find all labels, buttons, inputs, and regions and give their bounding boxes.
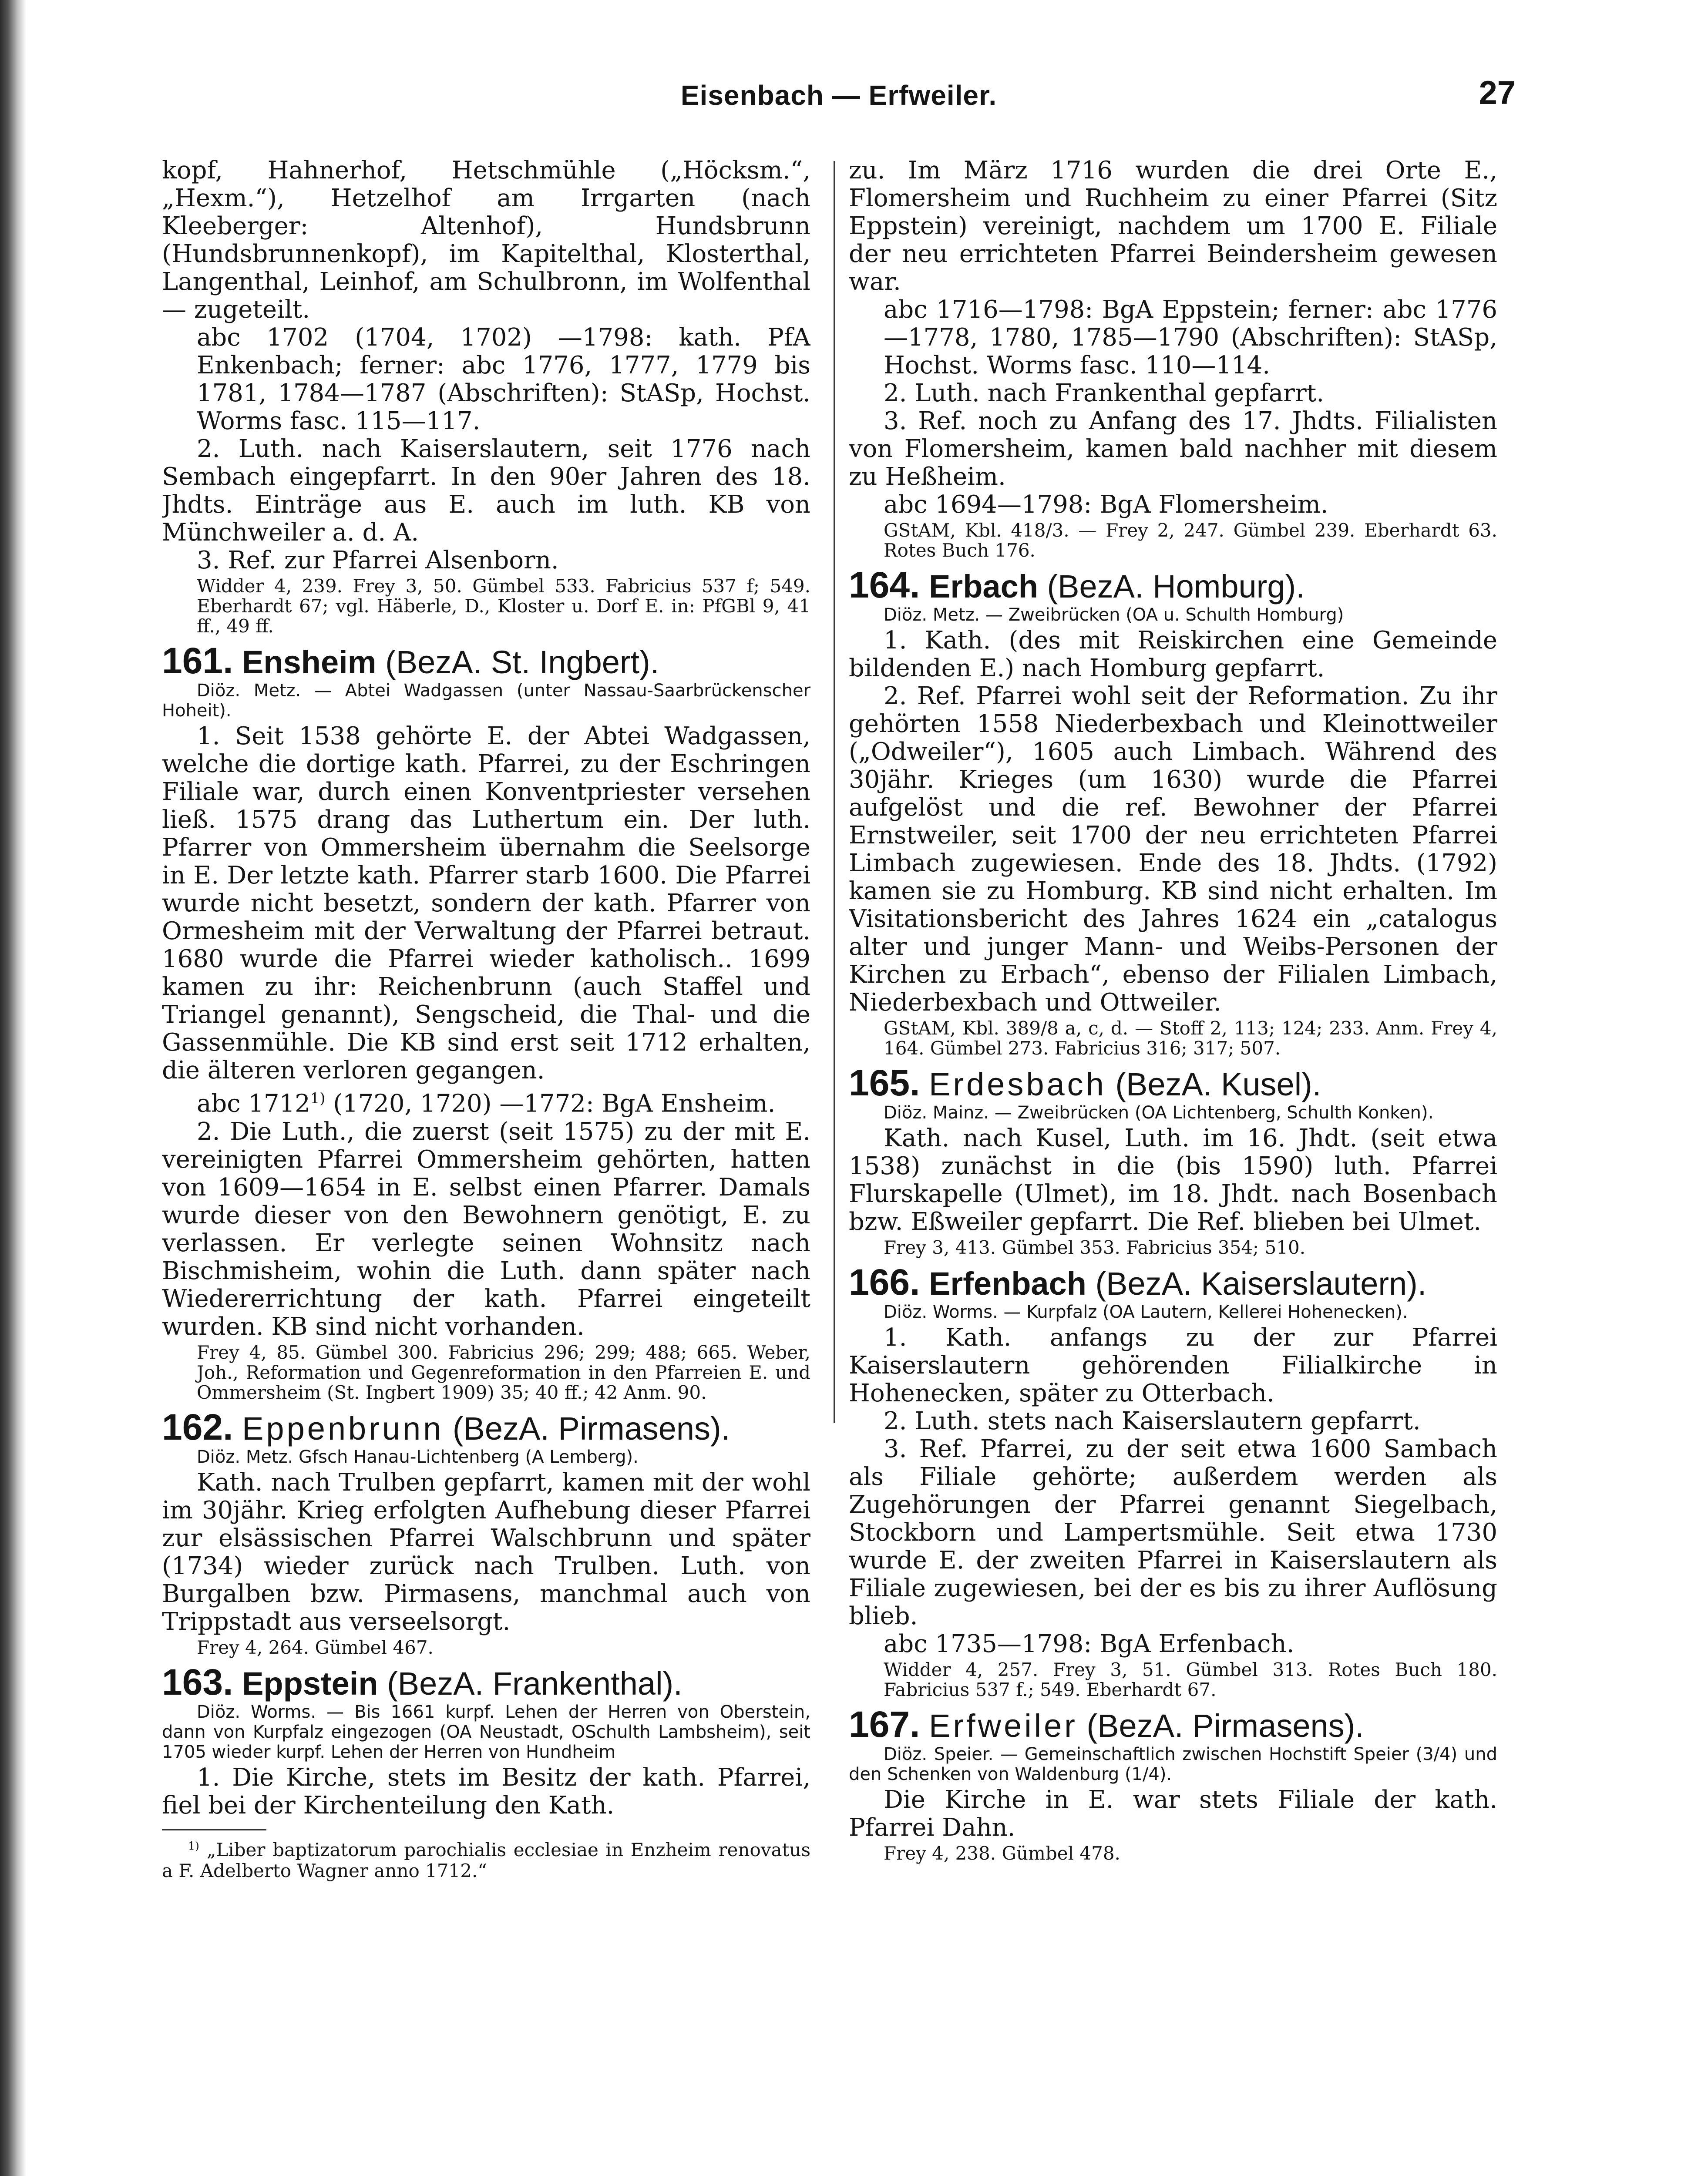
continued-paragraph: kopf, Hahnerhof, Hetschmühle („Höcksm.“, „Hexm.“), Hetzelhof am Irrgarten (nach Kleeberger: Altenhof), Hundsbrunn (Hundsbrunnenkopf), im Kapitelthal, Klosterthal, Langenthal, Leinhof, am Schulbronn, im Wolfenthal — zugeteilt. [162,157,810,324]
paragraph: 1. Kath. (des mit Reiskirchen eine Gemeinde bildenden E.) nach Homburg gepfarrt. [849,626,1497,682]
entry-district: (BezA. Homburg). [1047,568,1305,604]
entry-165 [849,1064,1497,1258]
page-header [162,74,1516,126]
abc-text: abc 1712 [197,1089,310,1118]
abc-record: abc 1716—1798: BgA Eppstein; ferner: abc 1776—1778, 1780, 1785—1790 (Abschriften): StASp, Hochst. Worms fasc. 110—114. [884,296,1497,379]
paragraph: Kath. nach Kusel, Luth. im 16. Jhdt. (seit etwa 1538) zunächst in die (bis 1590) luth. Pfarrei Flurskapelle (Ulmet), im 18. Jhdt. nach Bosenbach bzw. Eßweiler gepfarrt. Die Ref. blieben bei Ulmet. [849,1124,1497,1236]
running-head: Eisenbach — Erfweiler. [680,80,997,111]
abc-record: abc 1694—1798: BgA Flomersheim. [884,490,1328,519]
footnote-marker: 1) [310,1090,326,1107]
references: GStAM, Kbl. 389/8 a, c, d. — Stoff 2, 113; 124; 233. Anm. Frey 4, 164. Gümbel 273. Fabricius 316; 317; 507. [884,1017,1497,1059]
references: Widder 4, 257. Frey 3, 51. Gümbel 313. Rotes Buch 180. Fabricius 537 f.; 549. Eberhardt 67. [884,1659,1497,1700]
references: Frey 4, 238. Gümbel 478. [884,1843,1120,1864]
entry-name: Erbach [929,568,1038,604]
paragraph: Die Kirche in E. war stets Filiale der kath. Pfarrei Dahn. [849,1786,1497,1842]
entry-number: 165. [849,1062,920,1103]
footnote [162,1836,810,1881]
entry-heading [162,1406,810,1447]
abc-record [162,1085,810,1118]
entry-163 [162,1661,810,1820]
column-divider [834,161,835,1423]
entry-number: 166. [849,1262,920,1303]
paragraph: 3. Ref. Pfarrei, zu der seit etwa 1600 Sambach als Filiale gehörte; außerdem werden als Zugehörungen der Pfarrei genannt Siegelbach, Stockborn und Lampertsmühle. Seit etwa 1730 wurde E. der zweiten Pfarrei in Kaiserslautern als Filiale zugewiesen, bei der es bis zu ihrer Auflösung blieb. [849,1435,1497,1630]
footnote-text: „Liber baptizatorum parochialis ecclesiae in Enzheim renovatus a F. Adelberto Wagner anno 1712.“ [162,1839,810,1881]
entry-heading [162,642,810,681]
page-number: 27 [1479,74,1516,111]
abc-record: abc 1735—1798: BgA Erfenbach. [884,1630,1294,1658]
entry-heading [849,1064,1497,1103]
paragraph: 3. Ref. zur Pfarrei Alsenborn. [197,546,559,574]
entry-161 [162,642,810,1403]
entry-district: (BezA. Kusel). [1115,1066,1321,1102]
entry-heading [849,564,1497,605]
left-column [162,157,810,2176]
diocese-line: Diöz. Metz. Gfsch Hanau-Lichtenberg (A Lemberg). [197,1447,639,1467]
diocese-line: Diöz. Speier. — Gemeinschaftlich zwischen Hochstift Speier (3/4) und den Schenken von Waldenburg (1/4). [849,1744,1497,1784]
diocese-line: Diöz. Worms. — Bis 1661 kurpf. Lehen der Herren von Oberstein, dann von Kurpfalz eingezogen (OA Neustadt, OSchulth Lambsheim), seit 1705 wieder kurpf. Lehen der Herren von Hundheim [162,1702,810,1762]
entry-heading [849,1706,1497,1744]
paragraph: 2. Ref. Pfarrei wohl seit der Reformation. Zu ihr gehörten 1558 Niederbexbach und Kleinottweiler („Odweiler“), 1605 auch Limbach. Während des 30jähr. Krieges (um 1630) wurde die Pfarrei aufgelöst und die ref. Bewohner der Pfarrei Ernstweiler, seit 1700 der neu errichteten Pfarrei Limbach zugewiesen. Ende des 18. Jhdts. (1792) kamen sie zu Homburg. KB sind nicht erhalten. Im Visitationsbericht des Jahres 1624 ein „catalogus alter und junger Mann- und Weibs-Personen der Kirchen zu Erbach“, ebenso der Filialen Limbach, Niederbexbach und Ottweiler. [849,682,1497,1017]
right-column [849,157,1497,2176]
entry-167 [849,1706,1497,1864]
entry-district: (BezA. Pirmasens). [452,1410,730,1447]
entry-164 [849,564,1497,1059]
paragraph: 2. Luth. nach Frankenthal gepfarrt. [884,379,1325,407]
paragraph: 1. Kath. anfangs zu der zur Pfarrei Kaiserslautern gehörenden Filialkirche in Hohenecken, später zu Otterbach. [849,1323,1497,1407]
entry-heading [849,1264,1497,1302]
entry-number: 162. [162,1406,233,1447]
scan-binding-edge [0,0,26,2176]
entry-district: (BezA. Kaiserslautern). [1095,1266,1427,1302]
entry-name: Eppstein [242,1665,378,1702]
entry-number: 164. [849,564,920,605]
entry-district: (BezA. Pirmasens). [1086,1708,1364,1744]
diocese-line: Diöz. Metz. — Zweibrücken (OA u. Schulth Homburg) [884,605,1344,625]
footnote-divider [162,1829,266,1830]
entry-166 [849,1264,1497,1700]
entry-name: Erdesbach [929,1066,1106,1102]
paragraph: 1. Seit 1538 gehörte E. der Abtei Wadgassen, welche die dortige kath. Pfarrei, zu der Eschringen Filiale war, durch einen Konventpriester versehen ließ. 1575 drang das Luthertum ein. Der luth. Pfarrer von Ommersheim übernahm die Seelsorge in E. Der letzte kath. Pfarrer starb 1600. Die Pfarrei wurde nicht besetzt, sondern der kath. Pfarrer von Ormesheim mit der Verwaltung der Pfarrei betraut. 1680 wurde die Pfarrei wieder katholisch.. 1699 kamen zu ihr: Reichenbrunn (auch Staffel und Triangel genannt), Sengscheid, die Thal- und die Gassenmühle. Die KB sind erst seit 1712 erhalten, die älteren verloren gegangen. [162,722,810,1085]
entry-number: 167. [849,1704,920,1745]
paragraph: Kath. nach Trulben gepfarrt, kamen mit der wohl im 30jähr. Krieg erfolgten Aufhebung dieser Pfarrei zur elsässischen Pfarrei Walschbrunn und später (1734) wieder zurück nach Trulben. Luth. von Burgalben bzw. Pirmasens, manchmal auch von Trippstadt aus verseelsorgt. [162,1468,810,1636]
paragraph: 1. Die Kirche, stets im Besitz der kath. Pfarrei, fiel bei der Kirchenteilung den Kath. [162,1763,810,1820]
diocese-line: Diöz. Mainz. — Zweibrücken (OA Lichtenberg, Schulth Konken). [884,1103,1434,1123]
entry-number: 161. [162,640,233,681]
abc-text: (1720, 1720) —1772: BgA Ensheim. [325,1089,776,1118]
entry-name: Erfweiler [929,1708,1078,1744]
paragraph: 2. Luth. nach Kaiserslautern, seit 1776 nach Sembach eingepfarrt. In den 90er Jahren des 18. Jhdts. Einträge aus E. auch im luth. KB von Münchweiler a. d. A. [162,435,810,547]
references: GStAM, Kbl. 418/3. — Frey 2, 247. Gümbel 239. Eberhardt 63. Rotes Buch 176. [884,520,1497,561]
references: Frey 3, 413. Gümbel 353. Fabricius 354; 510. [884,1237,1306,1258]
paragraph: 2. Luth. stets nach Kaiserslautern gepfarrt. [884,1407,1421,1435]
entry-number: 163. [162,1661,233,1703]
entry-district: (BezA. Frankenthal). [387,1665,683,1702]
entry-162 [162,1406,810,1658]
entry-name: Eppenbrunn [242,1410,444,1447]
entry-name: Ensheim [242,644,377,680]
references: Widder 4, 239. Frey 3, 50. Gümbel 533. Fabricius 537 f; 549. Eberhardt 67; vgl. Häberle, D., Kloster u. Dorf E. in: PfGBl 9, 41 ff., 49 ff. [197,575,810,637]
diocese-line: Diöz. Worms. — Kurpfalz (OA Lautern, Kellerei Hohenecken). [884,1302,1408,1322]
paragraph: 2. Die Luth., die zuerst (seit 1575) zu der mit E. vereinigten Pfarrei Ommersheim gehörten, hatten von 1609—1654 in E. selbst einen Pfarrer. Damals wurde dieser von den Bewohnern genötigt, E. zu verlassen. Er verlegte seinen Wohnsitz nach Bischmisheim, wohin die Luth. dann später nach Wiedererrichtung der kath. Pfarrei eingeteilt wurden. KB sind nicht vorhanden. [162,1117,810,1341]
abc-record: abc 1702 (1704, 1702) —1798: kath. PfA Enkenbach; ferner: abc 1776, 1777, 1779 bis 1781, 1784—1787 (Abschriften): StASp, Hochst. Worms fasc. 115—117. [197,323,810,435]
continued-paragraph: zu. Im März 1716 wurden die drei Orte E., Flomersheim und Ruchheim zu einer Pfarrei (Sitz Eppstein) vereinigt, nachdem um 1700 E. Filiale der neu errichteten Pfarrei Beindersheim gewesen war. [849,157,1497,296]
entry-district: (BezA. St. Ingbert). [385,644,659,680]
entry-heading [162,1661,810,1703]
diocese-line: Diöz. Metz. — Abtei Wadgassen (unter Nassau-Saarbrückenscher Hoheit). [162,681,810,721]
footnote-marker: 1) [188,1839,199,1852]
paragraph: 3. Ref. noch zu Anfang des 17. Jhdts. Filialisten von Flomersheim, kamen bald nachher mit diesem zu Heßheim. [849,407,1497,491]
references: Frey 4, 85. Gümbel 300. Fabricius 296; 299; 488; 665. Weber, Joh., Reformation und Gegenreformation in den Pfarreien E. und Ommersheim (St. Ingbert 1909) 35; 40 ff.; 42 Anm. 90. [197,1341,810,1403]
references: Frey 4, 264. Gümbel 467. [197,1636,434,1658]
entry-name: Erfenbach [929,1266,1086,1302]
